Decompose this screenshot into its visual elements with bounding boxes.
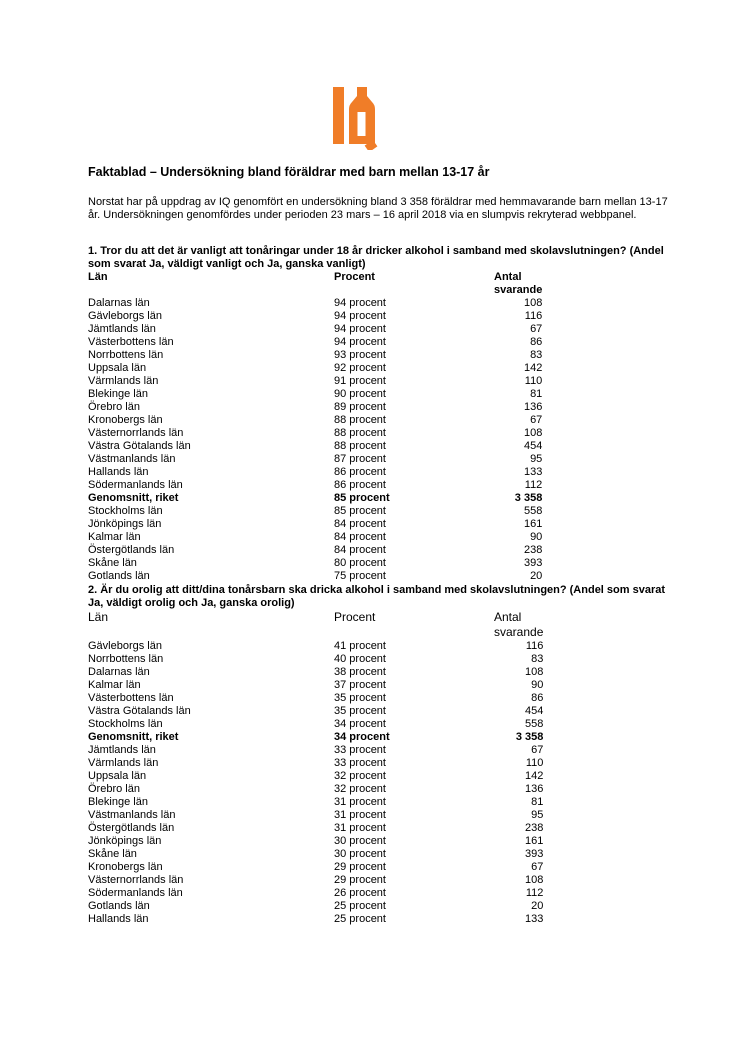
cell-lan: Genomsnitt, riket <box>88 731 179 743</box>
cell-lan: Västernorrlands län <box>88 874 184 886</box>
cell-lan: Jämtlands län <box>88 323 156 335</box>
cell-procent: 86 procent <box>334 479 386 491</box>
cell-antal: 108 <box>525 874 544 886</box>
cell-procent: 88 procent <box>334 427 386 439</box>
table-row <box>88 692 543 705</box>
cell-lan: Kronobergs län <box>88 861 163 873</box>
cell-procent: 85 procent <box>334 492 390 504</box>
cell-lan: Västra Götalands län <box>88 705 191 717</box>
cell-lan: Västra Götalands län <box>88 440 191 452</box>
cell-lan: Dalarnas län <box>88 666 150 678</box>
column-header-procent: Procent <box>334 271 375 283</box>
cell-procent: 94 procent <box>334 297 386 309</box>
cell-antal: 20 <box>530 570 543 582</box>
column-header-procent: Procent <box>334 610 376 624</box>
table-row <box>88 531 542 544</box>
cell-procent: 94 procent <box>334 336 386 348</box>
cell-procent: 84 procent <box>334 531 386 543</box>
cell-lan: Blekinge län <box>88 796 148 808</box>
table-row <box>88 861 543 874</box>
cell-antal: 238 <box>525 822 544 834</box>
cell-antal: 86 <box>531 692 544 704</box>
question-2-heading: 2. Är du orolig att ditt/dina tonårsbarn ska dricka alkohol i samband med skolavslutningen? (Andel som svarat Ja, väldigt orolig och Ja, ganska orolig) <box>88 584 666 609</box>
table-row <box>88 744 543 757</box>
cell-antal: 90 <box>530 531 543 543</box>
question-1-table <box>88 271 542 583</box>
cell-lan: Norrbottens län <box>88 653 164 665</box>
cell-antal: 95 <box>530 453 543 465</box>
cell-antal: 81 <box>531 796 544 808</box>
table-row <box>88 900 543 913</box>
cell-procent: 32 procent <box>334 783 386 795</box>
cell-procent: 32 procent <box>334 770 386 782</box>
table-row <box>88 913 543 926</box>
table-row <box>88 770 543 783</box>
cell-lan: Örebro län <box>88 783 140 795</box>
cell-lan: Jämtlands län <box>88 744 156 756</box>
cell-lan: Jönköpings län <box>88 835 162 847</box>
table-row <box>88 874 543 887</box>
table-row <box>88 466 542 479</box>
cell-lan: Västernorrlands län <box>88 427 184 439</box>
table-row <box>88 835 543 848</box>
table-row <box>88 653 543 666</box>
table-row <box>88 822 543 835</box>
table-row <box>88 310 542 323</box>
cell-antal: 67 <box>531 861 544 873</box>
column-header-lan: Län <box>88 610 109 624</box>
cell-lan: Stockholms län <box>88 505 163 517</box>
cell-procent: 38 procent <box>334 666 386 678</box>
cell-lan: Norrbottens län <box>88 349 164 361</box>
cell-antal: 83 <box>530 349 543 361</box>
cell-procent: 29 procent <box>334 874 386 886</box>
question-2-table <box>88 610 543 926</box>
table-row <box>88 757 543 770</box>
cell-lan: Stockholms län <box>88 718 163 730</box>
cell-antal: 3 358 <box>514 492 543 504</box>
cell-lan: Värmlands län <box>88 375 159 387</box>
cell-antal: 116 <box>524 310 543 322</box>
cell-antal: 454 <box>525 705 544 717</box>
cell-lan: Kalmar län <box>88 679 141 691</box>
cell-procent: 37 procent <box>334 679 386 691</box>
cell-lan: Kalmar län <box>88 531 141 543</box>
table-row <box>88 297 542 310</box>
cell-lan: Östergötlands län <box>88 544 175 556</box>
cell-lan: Skåne län <box>88 557 137 569</box>
cell-antal: 161 <box>523 518 543 530</box>
iq-logo <box>333 86 379 150</box>
cell-antal: 95 <box>531 809 544 821</box>
cell-procent: 85 procent <box>334 505 386 517</box>
cell-antal: 133 <box>525 913 544 925</box>
cell-antal: 558 <box>523 505 543 517</box>
cell-antal: 90 <box>531 679 544 691</box>
cell-antal: 142 <box>523 362 543 374</box>
cell-antal: 112 <box>524 479 543 491</box>
cell-procent: 31 procent <box>334 796 386 808</box>
cell-lan: Dalarnas län <box>88 297 150 309</box>
cell-procent: 26 procent <box>334 887 386 899</box>
cell-procent: 93 procent <box>334 349 386 361</box>
cell-lan: Gotlands län <box>88 900 150 912</box>
cell-antal: 136 <box>525 783 544 795</box>
table-row <box>88 705 543 718</box>
cell-antal: 142 <box>525 770 544 782</box>
cell-antal: 454 <box>523 440 543 452</box>
cell-lan: Kronobergs län <box>88 414 163 426</box>
cell-lan: Östergötlands län <box>88 822 175 834</box>
table-row <box>88 679 543 692</box>
cell-procent: 40 procent <box>334 653 386 665</box>
table-row <box>88 544 542 557</box>
cell-procent: 94 procent <box>334 323 386 335</box>
cell-procent: 34 procent <box>334 731 390 743</box>
cell-lan: Genomsnitt, riket <box>88 492 179 504</box>
cell-lan: Västmanlands län <box>88 809 176 821</box>
table-row <box>88 570 542 583</box>
question-1-heading: 1. Tror du att det är vanligt att tonåringar under 18 år dricker alkohol i samband med skolavslutningen? (Andel som svarat Ja, väldigt vanligt och Ja, ganska vanligt) <box>88 245 664 270</box>
cell-procent: 34 procent <box>334 718 386 730</box>
table-row <box>88 887 543 900</box>
table-row <box>88 796 543 809</box>
cell-lan: Örebro län <box>88 401 140 413</box>
cell-antal: 81 <box>530 388 543 400</box>
cell-procent: 84 procent <box>334 544 386 556</box>
cell-lan: Södermanlands län <box>88 887 183 899</box>
cell-lan: Gävleborgs län <box>88 310 162 322</box>
column-header-antal: Antal svarande <box>494 610 544 639</box>
cell-lan: Gotlands län <box>88 570 150 582</box>
cell-lan: Hallands län <box>88 466 149 478</box>
table-row <box>88 557 542 570</box>
table-row <box>88 388 542 401</box>
table-row <box>88 349 542 362</box>
page-title: Faktablad – Undersökning bland föräldrar med barn mellan 13-17 år <box>88 165 490 179</box>
table-row <box>88 666 543 679</box>
cell-procent: 33 procent <box>334 757 386 769</box>
cell-procent: 30 procent <box>334 848 386 860</box>
cell-lan: Uppsala län <box>88 362 147 374</box>
table-row <box>88 505 542 518</box>
cell-procent: 31 procent <box>334 809 386 821</box>
question-1-rows <box>88 297 542 583</box>
cell-antal: 393 <box>525 848 544 860</box>
cell-antal: 116 <box>525 640 544 652</box>
cell-procent: 35 procent <box>334 705 386 717</box>
cell-procent: 88 procent <box>334 440 386 452</box>
cell-lan: Skåne län <box>88 848 137 860</box>
table-row <box>88 640 543 653</box>
table-row <box>88 518 542 531</box>
cell-antal: 86 <box>530 336 543 348</box>
table-row <box>88 323 542 336</box>
cell-procent: 25 procent <box>334 913 386 925</box>
cell-procent: 84 procent <box>334 518 386 530</box>
cell-antal: 108 <box>523 427 543 439</box>
cell-antal: 108 <box>525 666 544 678</box>
table-row <box>88 440 542 453</box>
cell-lan: Södermanlands län <box>88 479 183 491</box>
cell-lan: Västmanlands län <box>88 453 176 465</box>
cell-antal: 67 <box>530 414 543 426</box>
cell-antal: 83 <box>531 653 544 665</box>
column-header-lan: Län <box>88 271 108 283</box>
cell-procent: 90 procent <box>334 388 386 400</box>
cell-procent: 92 procent <box>334 362 386 374</box>
table-row <box>88 718 543 731</box>
cell-procent: 35 procent <box>334 692 386 704</box>
cell-lan: Hallands län <box>88 913 149 925</box>
column-header-antal: Antal svarande <box>494 271 543 296</box>
cell-antal: 161 <box>525 835 544 847</box>
table-row <box>88 401 542 414</box>
cell-lan: Västerbottens län <box>88 336 174 348</box>
cell-antal: 238 <box>523 544 543 556</box>
cell-procent: 94 procent <box>334 310 386 322</box>
cell-procent: 86 procent <box>334 466 386 478</box>
cell-procent: 25 procent <box>334 900 386 912</box>
cell-antal: 136 <box>523 401 543 413</box>
cell-lan: Värmlands län <box>88 757 159 769</box>
cell-procent: 75 procent <box>334 570 386 582</box>
table-row <box>88 427 542 440</box>
cell-antal: 133 <box>523 466 543 478</box>
table-row <box>88 809 543 822</box>
cell-lan: Gävleborgs län <box>88 640 162 652</box>
cell-procent: 89 procent <box>334 401 386 413</box>
cell-procent: 91 procent <box>334 375 386 387</box>
cell-antal: 67 <box>530 323 543 335</box>
cell-lan: Jönköpings län <box>88 518 162 530</box>
question-1-section <box>88 245 668 583</box>
cell-antal: 108 <box>523 297 543 309</box>
table-row-average <box>88 492 542 505</box>
table-row <box>88 848 543 861</box>
table-row <box>88 375 542 388</box>
cell-antal: 67 <box>531 744 544 756</box>
cell-antal: 393 <box>523 557 543 569</box>
cell-procent: 31 procent <box>334 822 386 834</box>
intro-paragraph: Norstat har på uppdrag av IQ genomfört en undersökning bland 3 358 föräldrar med hemmavarande barn mellan 13-17 år. Undersökningen genomfördes under perioden 23 mars – 16 april 2018 via en slumpvis rekryterad webbpanel. <box>88 196 668 222</box>
cell-procent: 29 procent <box>334 861 386 873</box>
table-header-row <box>88 271 542 297</box>
question-2-section <box>88 584 668 926</box>
table-row <box>88 783 543 796</box>
cell-antal: 3 358 <box>515 731 544 743</box>
cell-procent: 88 procent <box>334 414 386 426</box>
cell-procent: 33 procent <box>334 744 386 756</box>
table-row-average <box>88 731 543 744</box>
cell-antal: 110 <box>525 757 544 769</box>
cell-lan: Blekinge län <box>88 388 148 400</box>
cell-lan: Västerbottens län <box>88 692 174 704</box>
cell-antal: 112 <box>525 887 544 899</box>
table-row <box>88 336 542 349</box>
cell-antal: 20 <box>531 900 544 912</box>
table-row <box>88 414 542 427</box>
table-header-row <box>88 610 543 640</box>
table-row <box>88 453 542 466</box>
cell-lan: Uppsala län <box>88 770 147 782</box>
cell-antal: 558 <box>525 718 544 730</box>
table-row <box>88 362 542 375</box>
question-2-rows <box>88 640 543 926</box>
cell-procent: 80 procent <box>334 557 386 569</box>
table-row <box>88 479 542 492</box>
cell-antal: 110 <box>524 375 543 387</box>
cell-procent: 87 procent <box>334 453 386 465</box>
cell-procent: 30 procent <box>334 835 386 847</box>
cell-procent: 41 procent <box>334 640 386 652</box>
